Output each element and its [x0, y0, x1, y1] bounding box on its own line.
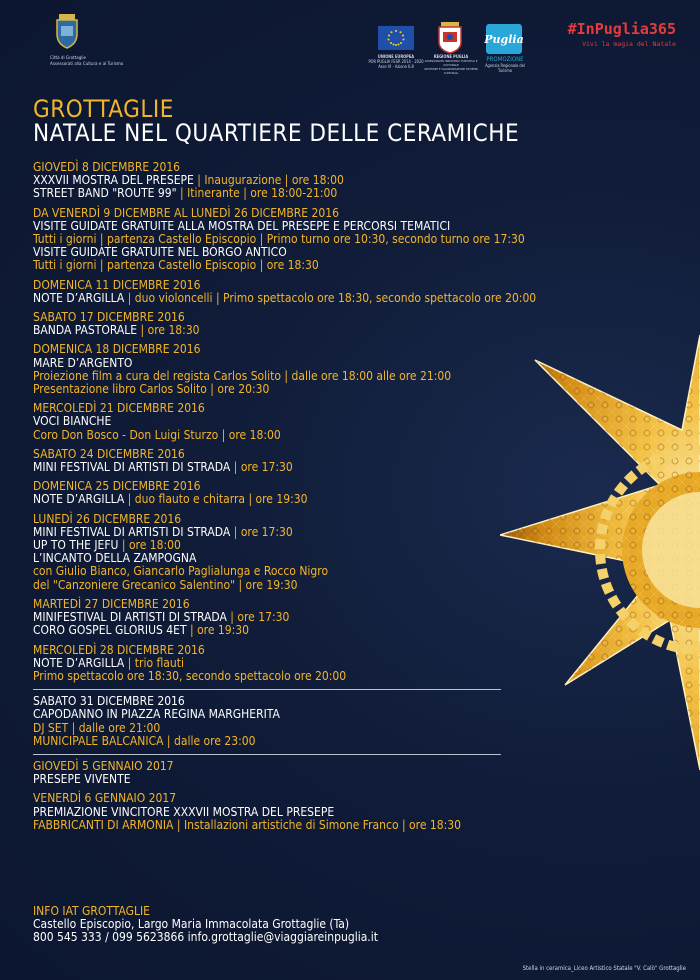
event-line	[33, 383, 513, 396]
event-text: DJ SET	[33, 720, 72, 735]
event-text: partenza Castello Episcopio	[106, 258, 260, 273]
event-text: Installazioni artistiche di Simone Franco	[183, 817, 402, 832]
separator: |	[180, 186, 188, 201]
event-date: VENERDÌ 6 GENNAIO 2017	[33, 791, 177, 806]
info-block	[33, 905, 378, 945]
separator: |	[238, 577, 246, 592]
event-date: DOMENICA 11 DICEMBRE 2016	[33, 277, 201, 292]
event-text: Inaugurazione	[204, 173, 282, 188]
event-date: MERCOLEDÌ 21 DICEMBRE 2016	[33, 401, 205, 416]
event-text: VISITE GUIDATE GRATUITE ALLA MOSTRA DEL PRESEPE E PERCORSI TEMATICI	[33, 218, 451, 233]
city-line: Assessorati alla Cultura e al Turismo	[50, 61, 124, 67]
separator: |	[166, 733, 174, 748]
event-text: ore 17:30	[240, 524, 293, 539]
region-caption-line: REGIONE PUGLIA	[433, 54, 469, 59]
separator: |	[259, 258, 267, 273]
event-text: dalle ore 21:00	[78, 720, 161, 735]
event-date: SABATO 31 DICEMBRE 2016	[33, 694, 185, 709]
promo-caption	[480, 56, 530, 73]
event-text: STREET BAND "ROUTE 99"	[33, 186, 181, 201]
event-text: duo violoncelli	[134, 290, 216, 305]
eu-flag-icon	[378, 26, 414, 50]
event-text: ore 18:30	[266, 258, 319, 273]
event-text: trio flauti	[134, 655, 184, 670]
event-line	[33, 735, 513, 748]
separator: |	[239, 186, 251, 201]
event-text: Tutti i giorni	[33, 232, 100, 247]
event-text: ore 20:30	[217, 382, 270, 397]
separator: |	[127, 492, 135, 507]
separator: |	[127, 290, 135, 305]
separator: |	[99, 258, 107, 273]
hashtag-subtitle: Vivi la magia del Natale	[582, 40, 676, 48]
promo-caption-line: Agenzia Regionale del Turismo	[485, 63, 525, 73]
separator: |	[127, 655, 135, 670]
event-text: NOTE D’ARGILLA	[33, 492, 128, 507]
eu-caption-line: Asse VI - Azione 6.8	[378, 64, 414, 69]
region-caption	[420, 54, 482, 75]
event-line	[33, 187, 513, 200]
event-text: BANDA PASTORALE	[33, 323, 141, 338]
eu-caption-line: UNIONE EUROPEA	[377, 54, 415, 59]
info-contacts: 800 545 333 / 099 5623866 info.grottaglie@viaggiareinpuglia.it	[33, 930, 378, 945]
page-title: NATALE NEL QUARTIERE DELLE CERAMICHE	[33, 119, 520, 147]
event-line	[33, 290, 537, 305]
event-item	[33, 644, 513, 684]
event-text: Primo spettacolo ore 18:30, secondo spettacolo ore 20:00	[33, 668, 347, 683]
event-text: NOTE D’ARGILLA	[33, 290, 128, 305]
event-list	[33, 160, 537, 838]
event-text: dalle ore 23:00	[174, 733, 256, 748]
event-item	[33, 480, 513, 506]
event-text: del "Canzoniere Grecanico Salentino"	[33, 577, 239, 592]
event-line	[33, 461, 513, 474]
separator: |	[284, 368, 292, 383]
region-caption-line: ASSESSORATO INDUSTRIA TURISTICA E CULTURALE	[424, 59, 478, 67]
puglia-logo	[486, 24, 522, 54]
event-text: UP TO THE JEFU	[33, 538, 122, 553]
eu-caption	[368, 54, 424, 69]
hashtag: #InPuglia365	[567, 20, 676, 38]
divider	[33, 754, 501, 755]
event-text: duo flauto e chitarra	[134, 492, 249, 507]
separator: |	[259, 232, 267, 247]
ceramic-star-icon	[500, 300, 700, 800]
event-line	[33, 624, 513, 637]
event-text: dalle ore 18:00 alle ore 21:00	[291, 368, 452, 383]
promo-caption-line: PROMOZIONE	[486, 56, 524, 63]
event-text: NOTE D’ARGILLA	[33, 655, 128, 670]
event-item	[33, 513, 513, 592]
regione-puglia-crest-icon	[437, 22, 463, 54]
event-text: MINI FESTIVAL DI ARTISTI DI STRADA	[33, 460, 234, 475]
event-item	[33, 205, 525, 273]
event-text: Primo spettacolo ore 18:30, secondo spettacolo ore 20:00	[223, 290, 537, 305]
eu-caption-line: POR PUGLIA FESR 2014 - 2020	[368, 59, 424, 64]
event-text: ore 18:00	[228, 427, 281, 442]
event-text: ore 18:00	[128, 538, 181, 553]
event-date: MERCOLEDÌ 28 DICEMBRE 2016	[33, 642, 205, 657]
event-text: MINI FESTIVAL DI ARTISTI DI STRADA	[33, 524, 234, 539]
event-text: Proiezione film a cura del regista Carlos Solito	[33, 368, 285, 383]
event-date: MARTEDÌ 27 DICEMBRE 2016	[33, 596, 190, 611]
event-text: XXXVII MOSTRA DEL PRESEPE	[33, 173, 198, 188]
event-text: ore 19:30	[255, 492, 308, 507]
event-text: ore 18:00	[291, 173, 344, 188]
separator: |	[248, 492, 256, 507]
event-date: LUNEDÌ 26 DICEMBRE 2016	[33, 511, 182, 526]
event-text: Primo turno ore 10:30, secondo turno ore 17:30	[266, 232, 525, 247]
city-crest-icon	[52, 14, 82, 50]
event-text: ore 18:30	[147, 323, 200, 338]
info-heading: INFO IAT GROTTAGLIE	[33, 904, 150, 918]
event-date: SABATO 24 DICEMBRE 2016	[33, 446, 185, 461]
title-city: GROTTAGLIE	[33, 95, 174, 123]
separator: |	[215, 290, 224, 305]
event-item	[33, 598, 513, 638]
event-text: partenza Castello Episcopio	[106, 232, 260, 247]
event-text: CAPODANNO IN PIAZZA REGINA MARGHERITA	[33, 707, 280, 722]
event-text: PREMIAZIONE VINCITORE XXXVII MOSTRA DEL PRESEPE	[33, 804, 335, 819]
event-text: FABBRICANTI DI ARMONIA	[33, 817, 177, 832]
separator: |	[99, 232, 107, 247]
event-text: Itinerante	[187, 186, 240, 201]
separator: |	[233, 524, 241, 539]
event-text: ore 17:30	[237, 610, 290, 625]
event-line	[33, 324, 513, 337]
divider	[33, 689, 501, 690]
event-text: VISITE GUIDATE GRATUITE NEL BORGO ANTICO	[33, 245, 287, 260]
separator: |	[71, 720, 79, 735]
event-date: DOMENICA 25 DICEMBRE 2016	[33, 479, 201, 494]
event-text: ore 19:30	[245, 577, 298, 592]
event-item	[33, 161, 513, 201]
event-text: Tutti i giorni	[33, 258, 100, 273]
event-item	[33, 311, 513, 337]
separator: |	[230, 610, 238, 625]
event-text: ore 18:30	[409, 817, 462, 832]
event-date: GIOVEDÌ 5 GENNAIO 2017	[33, 758, 174, 773]
region-caption-line: GESTIONE E VALORIZZAZIONE DEI BENI CULTURALI	[424, 67, 478, 75]
event-text: con Giulio Bianco, Giancarlo Paglialunga e Rocco Nigro	[33, 564, 329, 579]
event-line	[33, 493, 513, 506]
event-date: DA VENERDÌ 9 DICEMBRE AL LUNEDÌ 26 DICEMBRE 2016	[33, 205, 339, 220]
event-line	[33, 773, 513, 786]
separator: |	[197, 173, 205, 188]
event-item	[33, 448, 513, 474]
event-line	[33, 429, 513, 442]
separator: |	[176, 817, 184, 832]
event-item	[33, 343, 513, 396]
event-text: L’INCANTO DELLA ZAMPOGNA	[33, 551, 197, 566]
event-text: CORO GOSPEL GLORIUS 4ET	[33, 623, 190, 638]
event-item	[33, 695, 513, 748]
separator: |	[401, 817, 410, 832]
city-caption	[50, 56, 123, 67]
city-line: Città di Grottaglie	[50, 56, 87, 61]
event-date: GIOVEDÌ 8 DICEMBRE 2016	[33, 160, 181, 174]
event-item	[33, 792, 513, 832]
event-text: MARE D’ARGENTO	[33, 355, 133, 370]
event-line	[33, 670, 513, 683]
separator: |	[221, 427, 229, 442]
event-text: PRESEPE VIVENTE	[33, 772, 131, 787]
event-text: ore 19:30	[197, 623, 250, 638]
separator: |	[189, 623, 198, 638]
event-date: DOMENICA 18 DICEMBRE 2016	[33, 342, 201, 357]
separator: |	[281, 173, 292, 188]
event-line	[33, 819, 513, 832]
image-credit: Stella in ceramica_Liceo Artistico Statale "V. Calò" Grottaglie	[522, 965, 686, 972]
info-address: Castello Episcopio, Largo Maria Immacolata Grottaglie (Ta)	[33, 917, 350, 932]
event-item	[33, 402, 513, 442]
event-item	[33, 760, 513, 786]
event-date: SABATO 17 DICEMBRE 2016	[33, 310, 185, 325]
event-line	[33, 579, 513, 592]
event-line	[33, 259, 513, 272]
event-text: MUNICIPALE BALCANICA	[33, 733, 167, 748]
puglia-logo-text: Puglia	[484, 32, 524, 46]
separator: |	[210, 382, 218, 397]
event-text: ore 17:30	[240, 460, 293, 475]
event-text: ore 18:00-21:00	[250, 186, 338, 201]
event-text: Presentazione libro Carlos Solito	[33, 382, 211, 397]
separator: |	[121, 538, 129, 553]
separator: |	[140, 323, 148, 338]
event-item	[33, 277, 537, 305]
separator: |	[233, 460, 241, 475]
event-text: MINIFESTIVAL DI ARTISTI DI STRADA	[33, 610, 231, 625]
event-text: VOCI BIANCHE	[33, 414, 112, 429]
event-text: Coro Don Bosco - Don Luigi Sturzo	[33, 427, 222, 442]
